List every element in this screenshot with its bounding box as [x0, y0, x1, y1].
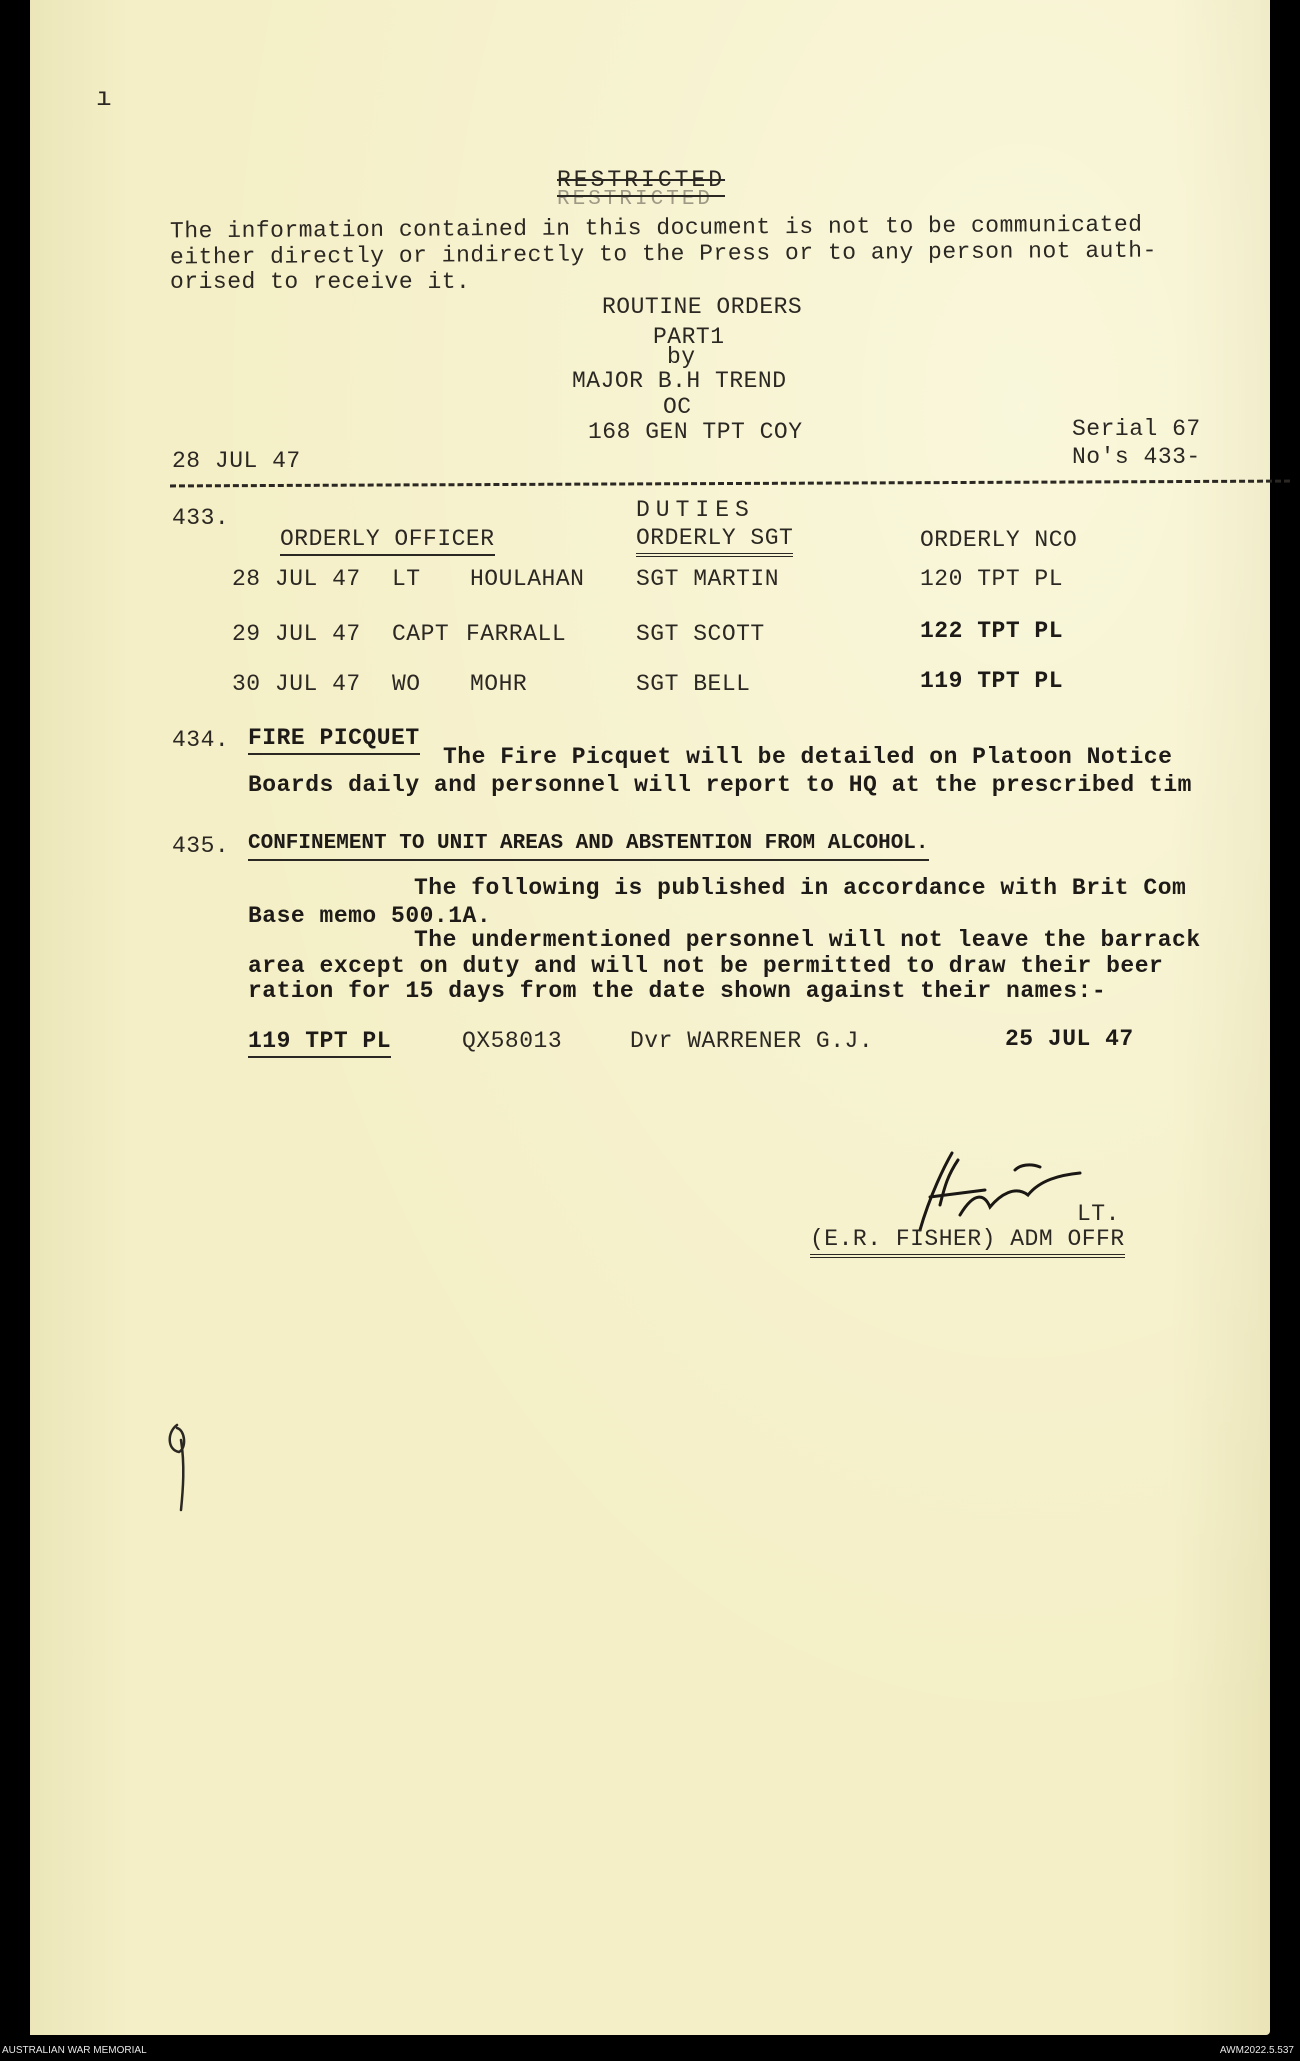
title-part: PART1	[653, 324, 725, 350]
para-number-434: 434.	[172, 727, 230, 753]
header-divider	[170, 480, 1290, 488]
footer-left: AUSTRALIAN WAR MEMORIAL	[2, 2045, 147, 2056]
confinement-line-2: Base memo 500.1A.	[248, 903, 492, 929]
fire-picquet-line-1: The Fire Picquet will be detailed on Platoon Notice	[443, 744, 1173, 770]
signature-name: (E.R. FISHER) ADM OFFR	[810, 1225, 1125, 1258]
duty-row-3-nco: 119 TPT PL	[920, 668, 1064, 694]
title-unit: 168 GEN TPT COY	[588, 419, 803, 445]
title-oc: OC	[663, 394, 692, 420]
handwritten-mark	[155, 1410, 205, 1520]
confinement-line-1: The following is published in accordance with Brit Com	[414, 875, 1187, 901]
confinement-entry-date: 25 JUL 47	[1005, 1026, 1134, 1052]
nos-label: No's 433-	[1072, 444, 1201, 470]
confinement-line-5: ration for 15 days from the date shown against their names:-	[248, 978, 1107, 1004]
confinement-entry-name: Dvr WARRENER G.J.	[630, 1028, 874, 1054]
duty-row-3-sgt: SGT BELL	[636, 671, 751, 697]
signature-rank: LT.	[1077, 1201, 1120, 1227]
confinement-line-4: area except on duty and will not be permitted to draw their beer	[248, 953, 1164, 979]
duty-row-1-rank: LT	[392, 566, 421, 592]
duty-row-1-date: 28 JUL 47	[232, 566, 361, 592]
duty-row-2-nco: 122 TPT PL	[920, 618, 1064, 644]
para-number-433: 433.	[172, 505, 230, 531]
duty-row-2-name: FARRALL	[466, 621, 567, 647]
duty-row-3-date: 30 JUL 47	[232, 671, 361, 697]
para-number-435: 435.	[172, 833, 230, 859]
title-major: MAJOR B.H TREND	[572, 368, 787, 394]
duty-row-1-sgt: SGT MARTIN	[636, 566, 780, 592]
title-routine-orders: ROUTINE ORDERS	[602, 294, 803, 320]
duty-row-2-rank: CAPT	[392, 621, 450, 647]
classification-overstrike: RESTRICTED	[557, 188, 714, 211]
margin-mark: ı	[96, 83, 113, 113]
serial-label: Serial 67	[1072, 416, 1201, 442]
duties-heading: DUTIES	[636, 497, 755, 523]
duty-row-1-nco: 120 TPT PL	[920, 566, 1064, 592]
duty-row-2-sgt: SGT SCOTT	[636, 621, 765, 647]
duty-row-3-name: MOHR	[470, 671, 528, 697]
notice-line-3: orised to receive it.	[170, 269, 471, 295]
duty-row-2-date: 29 JUL 47	[232, 621, 361, 647]
confinement-entry-number: QX58013	[462, 1028, 563, 1054]
fire-picquet-line-2: Boards daily and personnel will report to HQ at the prescribed tim	[248, 772, 1192, 798]
duty-row-1-name: HOULAHAN	[470, 566, 585, 592]
duty-row-3-rank: WO	[392, 671, 421, 697]
document-page	[30, 0, 1270, 2035]
confinement-heading: CONFINEMENT TO UNIT AREAS AND ABSTENTION FROM ALCOHOL.	[248, 830, 929, 861]
col-orderly-nco: ORDERLY NCO	[920, 527, 1078, 553]
col-orderly-sgt: ORDERLY SGT	[636, 524, 793, 557]
notice-line-2: either directly or indirectly to the Press or to any person not auth-	[169, 237, 1157, 271]
footer-right: AWM2022.5.537	[1219, 2045, 1294, 2056]
notice-line-1: The information contained in this document is not to be communicated	[169, 211, 1143, 245]
classification-heading: RESTRICTED	[557, 166, 725, 197]
title-by: by	[667, 344, 696, 370]
confinement-line-3: The undermentioned personnel will not leave the barrack	[414, 927, 1201, 953]
confinement-entry-unit: 119 TPT PL	[248, 1027, 391, 1058]
fire-picquet-heading: FIRE PICQUET	[248, 724, 420, 755]
order-date: 28 JUL 47	[172, 448, 301, 474]
col-orderly-officer: ORDERLY OFFICER	[280, 525, 495, 556]
